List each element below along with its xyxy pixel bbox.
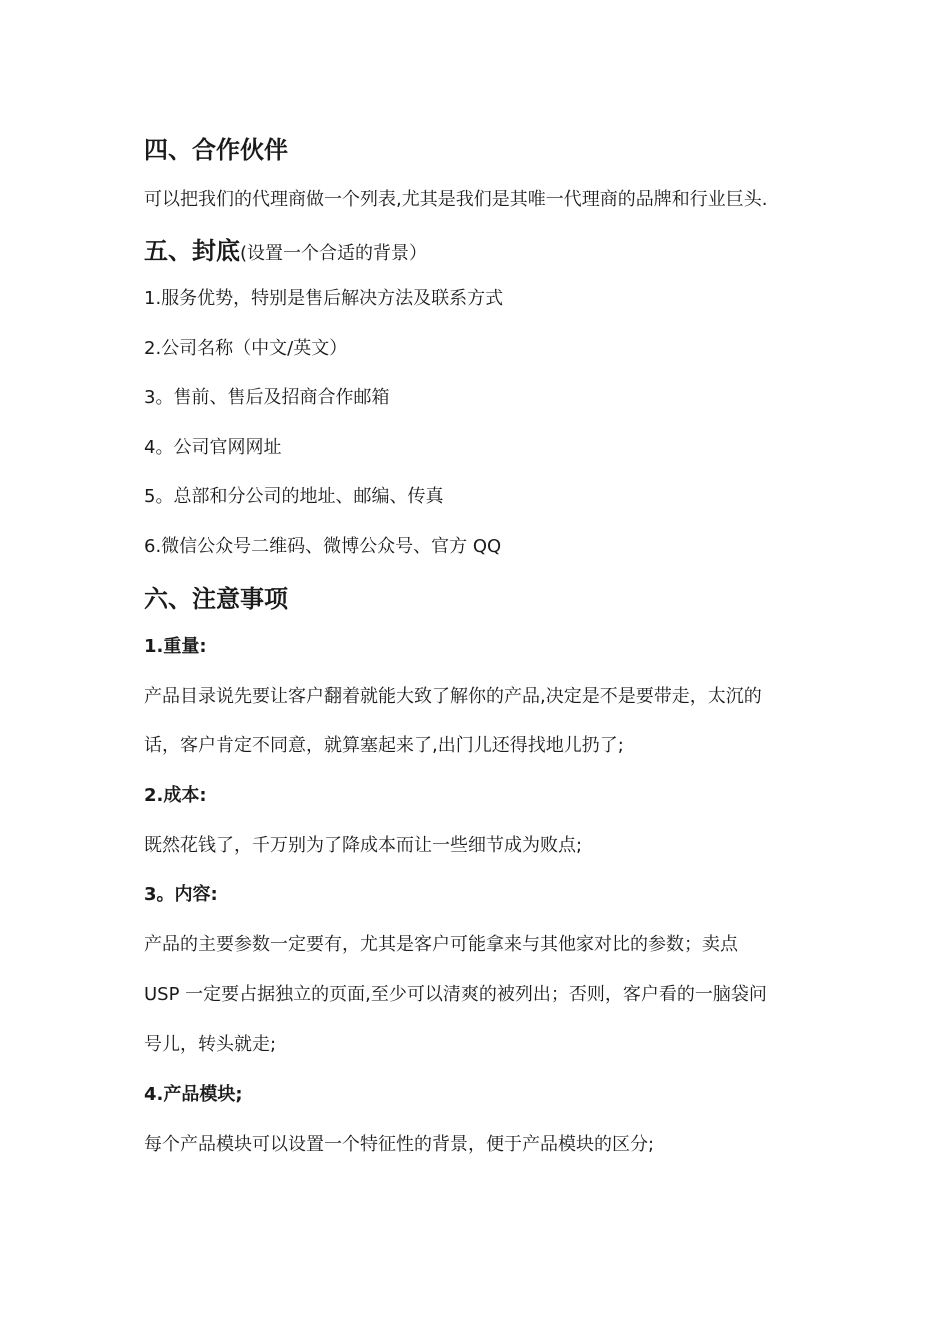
weight-line-2: 话，客户肯定不同意，就算塞起来了,出门儿还得找地儿扔了; — [144, 735, 624, 756]
section5-item-1: 1.服务优势，特别是售后解决方法及联系方式 — [144, 288, 504, 309]
section5-item-6: 6.微信公众号二维码、微博公众号、官方 QQ — [144, 536, 502, 557]
content-line-2: USP 一定要占据独立的页面,至少可以清爽的被列出；否则，客户看的一脑袋问 — [144, 984, 767, 1005]
cost-line-1: 既然花钱了，千万别为了降成本而让一些细节成为败点; — [144, 835, 583, 856]
module-title: 4.产品模块; — [144, 1084, 243, 1105]
section4-heading: 四、合作伙伴 — [144, 136, 288, 164]
module-line-1: 每个产品模块可以设置一个特征性的背景，便于产品模块的区分; — [144, 1134, 655, 1155]
weight-line-1: 产品目录说先要让客户翻着就能大致了解你的产品,决定是不是要带走，太沉的 — [144, 686, 762, 707]
section5-heading — [144, 239, 427, 263]
section5-item-3: 3。售前、售后及招商合作邮箱 — [144, 387, 390, 408]
content-title: 3。内容: — [144, 884, 218, 905]
section5-item-5: 5。总部和分公司的地址、邮编、传真 — [144, 486, 444, 507]
section4-body: 可以把我们的代理商做一个列表,尤其是我们是其唯一代理商的品牌和行业巨头. — [144, 189, 768, 210]
section5-item-4: 4。公司官网网址 — [144, 437, 282, 458]
content-line-3: 号儿，转头就走; — [144, 1034, 277, 1055]
section5-heading-note: (设置一个合适的背景） — [240, 243, 428, 264]
content-line-1: 产品的主要参数一定要有，尤其是客户可能拿来与其他家对比的参数；卖点 — [144, 934, 738, 955]
cost-title: 2.成本: — [144, 785, 207, 806]
section6-heading: 六、注意事项 — [144, 585, 288, 613]
section5-item-2: 2.公司名称（中文/英文） — [144, 338, 348, 359]
section5-heading-title: 五、封底 — [144, 237, 240, 265]
weight-title: 1.重量: — [144, 636, 207, 657]
